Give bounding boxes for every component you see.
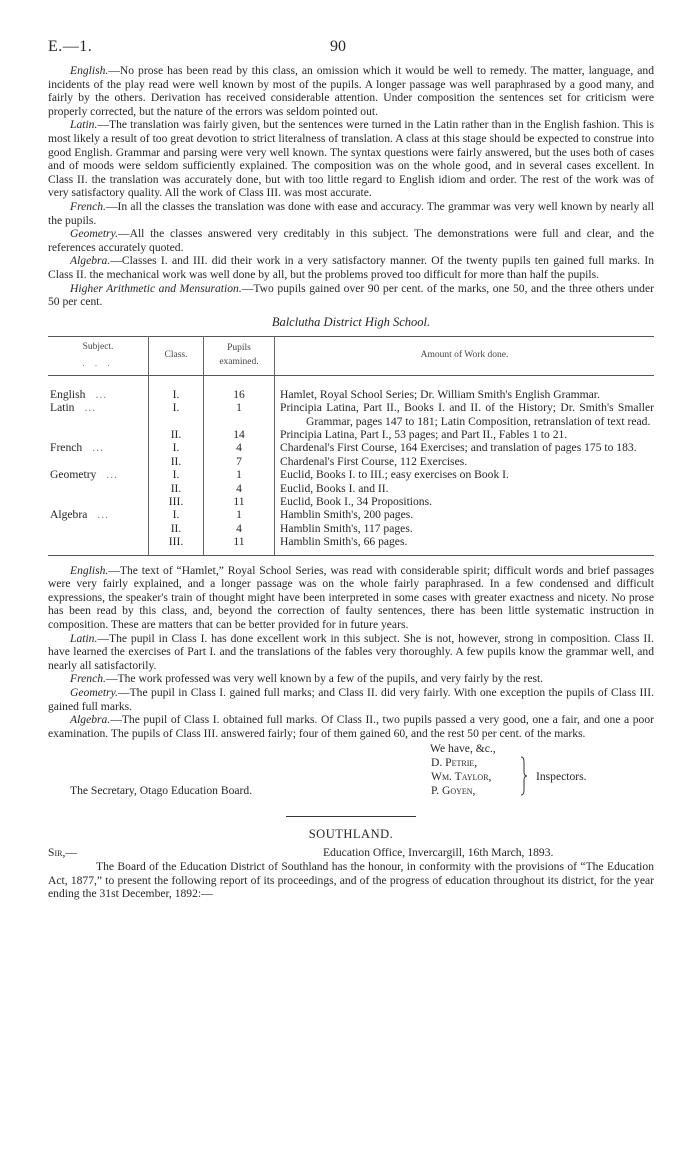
report-paragraph	[48, 564, 654, 632]
paragraph-text: —No prose has been read by this class, an omission which it would be well to remedy. The matter, language, and incidents of the play read were well known by most of the pupils. A longer passage was well paraphrased by a good many, and fairly by the others. Derivation has received considerable attention. Under composition the sentences set for criticism were properly corrected, but the nature of the errors was seldom pointed out.	[48, 64, 654, 118]
paragraph-text: —All the classes answered very creditably in this subject. The demonstrations were full and clear, and the references accurately quoted.	[48, 227, 654, 254]
work-text: Hamblin Smith's, 200 pages.	[280, 508, 414, 522]
report-paragraph	[48, 200, 654, 227]
subject-heading: Latin.	[70, 118, 98, 132]
spacer	[48, 556, 654, 564]
cell-subject	[48, 508, 149, 521]
cell-class: II.	[149, 482, 204, 495]
subject-name: French	[50, 441, 83, 455]
cell-subject	[48, 441, 149, 454]
paragraph-text: —The work professed was very well known by a few of the pupils, and very fairly by the rest.	[105, 672, 544, 686]
page-number: 90	[330, 38, 346, 55]
cell-pupils: 4	[204, 482, 275, 495]
cell-subject	[48, 522, 149, 535]
cell-subject	[48, 495, 149, 508]
cell-class: I.	[149, 375, 204, 401]
header-dots: . . .	[82, 357, 114, 368]
work-table	[48, 336, 654, 556]
cell-work	[275, 495, 655, 508]
table-row	[48, 495, 654, 508]
table-header-row	[48, 336, 654, 375]
cell-subject	[48, 455, 149, 468]
subject-heading: English.	[70, 563, 109, 577]
subject-heading: Latin.	[70, 631, 98, 645]
cell-subject	[48, 375, 149, 401]
salutation-row	[48, 846, 654, 860]
inspectors-label: Inspectors.	[536, 770, 587, 784]
table-caption: Balclutha District High School.	[271, 314, 431, 329]
signatory-petrie: D. Petrie,	[431, 756, 478, 770]
subject-heading: Algebra.	[70, 254, 111, 268]
leader-dots: ...	[84, 401, 97, 415]
cell-class: III.	[149, 495, 204, 508]
subject-heading: Higher Arithmetic and Mensuration.	[70, 281, 242, 295]
table-row	[48, 401, 654, 428]
table-row	[48, 428, 654, 441]
cell-work	[275, 441, 655, 454]
section-divider	[286, 816, 416, 817]
report-paragraph	[48, 118, 654, 200]
report-paragraph	[48, 282, 654, 309]
leader-dots: ...	[92, 441, 104, 455]
work-text: Hamblin Smith's, 117 pages.	[280, 521, 413, 535]
signatory-goyen: P. Goyen,	[431, 784, 476, 798]
cell-work	[275, 535, 655, 555]
report-reference: E.—1.	[48, 38, 93, 55]
subject-heading: English.	[70, 64, 109, 77]
report-paragraph	[48, 672, 654, 686]
header-pupils-line2: examined.	[219, 356, 259, 367]
pre-table-report	[48, 64, 654, 309]
paragraph-text: —The translation was fairly given, but the sentences were turned in the Latin rather than in the English fashion. This is most likely a result of too great devotion to strict literalness of translation. A class at this stage should be expected to construe into good English. Grammar and parsing were very well known. The syntax questions were fairly answered, but the uses both of cases and of moods were seldom sufficiently explained. The composition was on the whole good, and in several cases excellent. In Class II. the translation was accurately done, but with too little regard to English idiom and order. The rest of the work was of very satisfactory quality. All the work of Class III. was most accurate.	[48, 118, 654, 200]
cell-work	[275, 482, 655, 495]
closing-line: We have, &c.,	[430, 742, 496, 756]
cell-subject	[48, 401, 149, 428]
table-row	[48, 455, 654, 468]
work-text: Principia Latina, Part I., 53 pages; and Part II., Fables 1 to 21.	[280, 427, 568, 441]
paragraph-text: —The pupil in Class I. gained full marks; and Class II. did very fairly. With one exception the pupils of Class III. gained full marks.	[48, 685, 654, 713]
paragraph-text: —The pupil in Class I. has done excellent work in this subject. She is not, however, strong in composition. Class II. have learned the exercises of Part I. and the translations of the fables very thoroughly. A few pupils know the grammar well, and nearly all satisfactorily.	[48, 631, 654, 672]
cell-subject	[48, 468, 149, 481]
section-title: SOUTHLAND.	[308, 827, 394, 842]
report-paragraph	[48, 632, 654, 673]
subject-name: Algebra	[50, 508, 88, 522]
leader-dots: ...	[95, 387, 108, 401]
signatory-taylor: Wm. Taylor,	[431, 770, 492, 784]
cell-work	[275, 508, 655, 521]
subject-heading: Algebra.	[70, 713, 111, 727]
paragraph-text: —In all the classes the translation was done with ease and accuracy. The grammar was very well known by nearly all the pupils.	[48, 199, 654, 227]
post-table-report	[48, 564, 654, 741]
cell-pupils: 11	[204, 495, 275, 508]
paragraph-text: —Classes I. and III. did their work in a very satisfactory manner. Of the twenty pupils ten gained full marks. In Class II. the mechanical work was well done by all, but the problems proved too difficult for more than half the pupils.	[48, 254, 654, 281]
southland-intro-paragraph: The Board of the Education District of Southland has the honour, in conformity with the provisions of “The Education Act, 1877,” to present the following report of its proceedings, and of the progress of education throughout its district, for the year ending the 31st December, 1892:—	[48, 860, 654, 901]
cell-pupils: 11	[204, 535, 275, 555]
table-row	[48, 375, 654, 401]
cell-work	[275, 455, 655, 468]
work-text: Euclid, Books I. and II.	[280, 481, 389, 495]
paragraph-text: —Two pupils gained over 90 per cent. of the marks, one 50, and the three others under 50 per cent.	[48, 281, 654, 309]
subject-heading: French.	[70, 672, 106, 686]
cell-class: III.	[149, 535, 204, 555]
header-subject	[48, 336, 149, 375]
cell-class: I.	[149, 508, 204, 521]
document-page	[48, 38, 654, 901]
cell-class: II.	[149, 428, 204, 441]
table-row	[48, 468, 654, 481]
header-work: Amount of Work done.	[275, 336, 655, 375]
cell-pupils: 16	[204, 375, 275, 401]
header-class: Class.	[149, 336, 204, 375]
work-text: Hamblin Smith's, 66 pages.	[280, 535, 408, 549]
table-row	[48, 522, 654, 535]
cell-work	[275, 375, 655, 401]
cell-subject	[48, 482, 149, 495]
cell-class: I.	[149, 441, 204, 454]
work-text: Euclid, Books I. to III.; easy exercises on Book I.	[280, 468, 509, 482]
table-row	[48, 535, 654, 555]
report-paragraph	[48, 686, 654, 713]
cell-subject	[48, 428, 149, 441]
header-pupils	[204, 336, 275, 375]
subject-heading: French.	[70, 199, 106, 213]
brace-icon	[520, 756, 528, 796]
table-row	[48, 441, 654, 454]
salutation: Sir,—	[48, 846, 77, 860]
table-row	[48, 508, 654, 521]
subject-name: Latin	[50, 401, 75, 415]
report-paragraph	[48, 713, 654, 740]
cell-pupils: 4	[204, 522, 275, 535]
addressee: The Secretary, Otago Education Board.	[70, 784, 253, 798]
cell-class: I.	[149, 468, 204, 481]
report-paragraph	[48, 64, 654, 118]
paragraph-text: —The pupil of Class I. obtained full marks. Of Class II., two pupils passed a very good, one a fair, and one a poor examination. The pupils of Class III. answered fairly; four of them gained 60, and the rest 50 per cent. of the marks.	[48, 713, 654, 740]
leader-dots: ...	[97, 508, 110, 522]
cell-class: II.	[149, 455, 204, 468]
cell-work	[275, 428, 655, 441]
cell-class: II.	[149, 522, 204, 535]
cell-work	[275, 401, 655, 428]
table-row	[48, 482, 654, 495]
header-pupils-line1: Pupils	[227, 343, 251, 354]
cell-pupils: 1	[204, 508, 275, 521]
work-text: Chardenal's First Course, 164 Exercises; and translation of pages 175 to 183.	[280, 441, 637, 455]
subject-name: Geometry	[50, 468, 97, 482]
letter-address-date: Education Office, Invercargill, 16th March, 1893.	[323, 846, 554, 860]
subject-name: English	[50, 387, 86, 401]
work-text: Hamlet, Royal School Series; Dr. William Smith's English Grammar.	[280, 387, 600, 401]
subject-heading: Geometry.	[70, 685, 118, 699]
cell-work	[275, 468, 655, 481]
cell-pupils: 1	[204, 468, 275, 481]
cell-pupils: 14	[204, 428, 275, 441]
report-paragraph	[48, 254, 654, 281]
work-text: Principia Latina, Part II., Books I. and II. of the History; Dr. Smith's Smaller Grammar, pages 147 to 181; Latin Composition, retranslation of text read.	[280, 401, 654, 428]
cell-work	[275, 522, 655, 535]
page-header	[48, 38, 654, 64]
cell-class: I.	[149, 401, 204, 428]
signature-block	[48, 742, 654, 798]
report-paragraph	[48, 227, 654, 254]
cell-pupils: 4	[204, 441, 275, 454]
cell-pupils: 1	[204, 401, 275, 428]
cell-subject	[48, 535, 149, 555]
subject-heading: Geometry.	[70, 227, 118, 241]
cell-pupils: 7	[204, 455, 275, 468]
header-subject-label: Subject.	[82, 342, 114, 353]
leader-dots: ...	[106, 468, 119, 482]
work-text: Euclid, Book I., 34 Propositions.	[280, 494, 433, 508]
paragraph-text: —The text of “Hamlet,” Royal School Series, was read with considerable spirit; difficult words and brief passages were very fairly explained, and a longer passage was on the whole fairly paraphrased. In a few condensed and difficult expressions, the speaker's train of thought might have been interpreted in some cases with greater exactness and nicety. No prose has been read by this class, and, beyond the correction of faulty sentences, there has been little systematic instruction in composition. These are matters that can be better provided for in future years.	[48, 563, 654, 631]
work-text: Chardenal's First Course, 112 Exercises.	[280, 454, 468, 468]
